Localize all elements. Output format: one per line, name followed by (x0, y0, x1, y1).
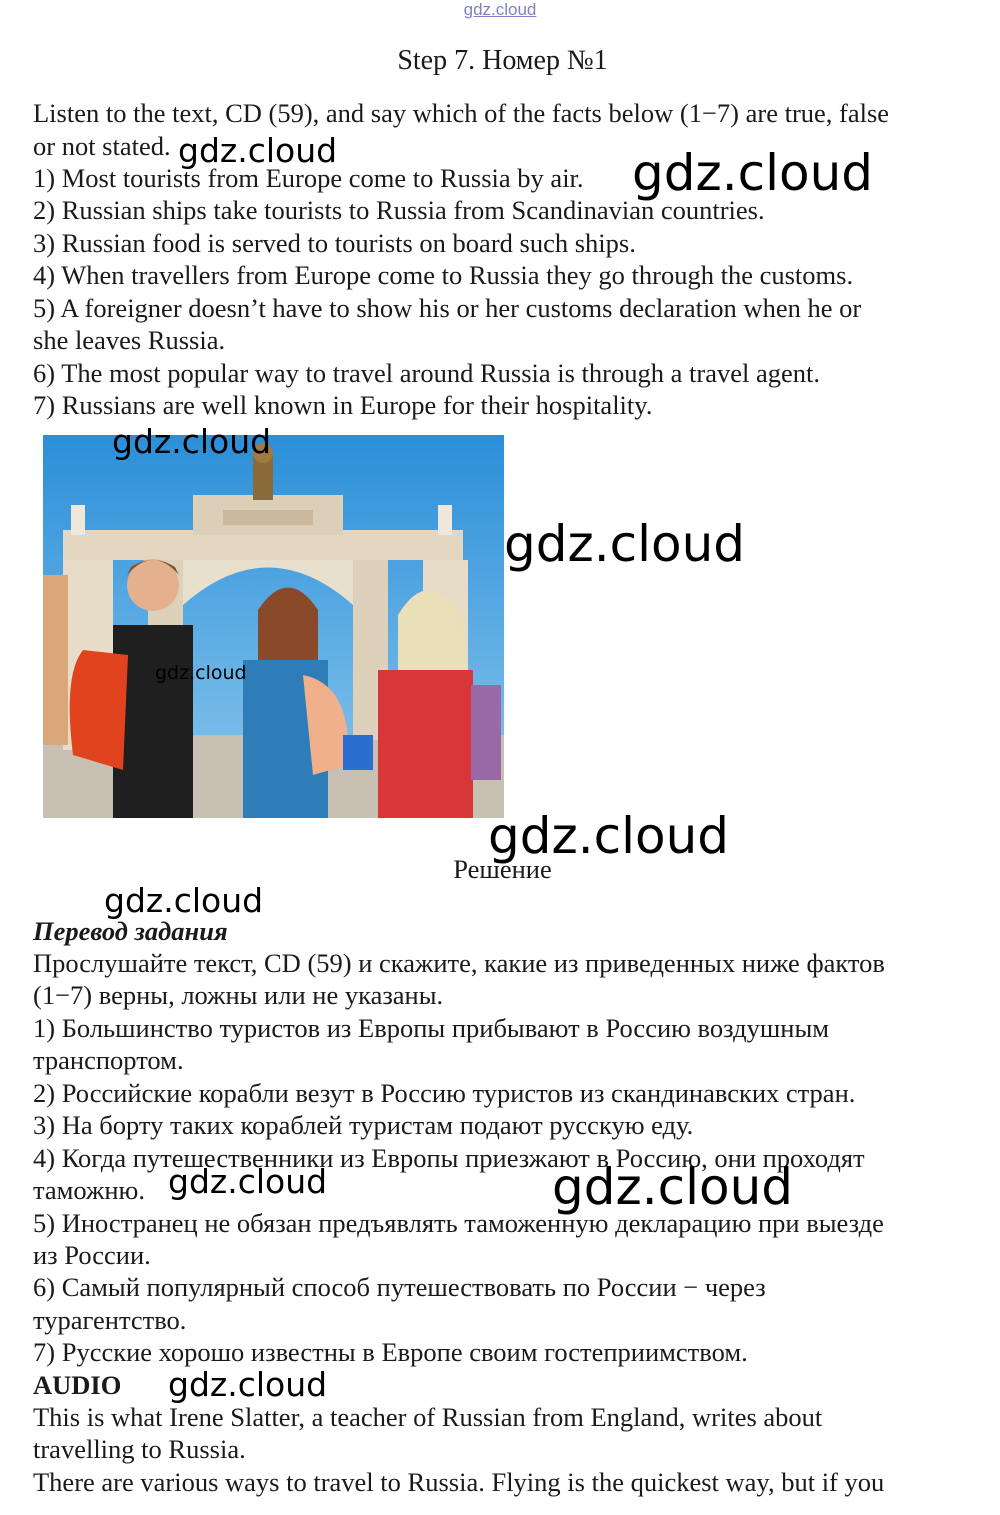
solution-label: Решение (453, 854, 552, 884)
translation-line: 6) Самый популярный способ путешествовать по России − через (33, 1272, 766, 1302)
task-item: 2) Russian ships take tourists to Russia from Scandinavian countries. (33, 195, 765, 225)
watermark-text: gdz.cloud (112, 422, 272, 461)
translation-line: турагентство. (33, 1305, 187, 1335)
task-item: 3) Russian food is served to tourists on board such ships. (33, 228, 636, 258)
audio-line: travelling to Russia. (33, 1434, 246, 1464)
translation-line: 5) Иностранец не обязан предъявлять таможенную декларацию при выезде (33, 1208, 884, 1238)
translation-line: 2) Российские корабли везут в Россию туристов из скандинавских стран. (33, 1078, 856, 1108)
task-item: 1) Most tourists from Europe come to Russia by air. (33, 163, 584, 193)
task-item: 5) A foreigner doesn’t have to show his or her customs declaration when he or (33, 293, 862, 323)
audio-heading: AUDIO (33, 1370, 122, 1400)
task-item: 6) The most popular way to travel around Russia is through a travel agent. (33, 358, 820, 388)
task-item: 7) Russians are well known in Europe for their hospitality. (33, 390, 653, 420)
translation-line: 4) Когда путешественники из Европы приезжают в Россию, они проходят (33, 1143, 865, 1173)
watermark-text: gdz.cloud (168, 1365, 328, 1404)
task-item: 4) When travellers from Europe come to Russia they go through the customs. (33, 260, 854, 290)
watermark-text: gdz.cloud (552, 1158, 794, 1216)
task-intro-line-1: Listen to the text, CD (59), and say which of the facts below (1−7) are true, false (33, 98, 890, 128)
translation-heading: Перевод задания (33, 916, 228, 946)
translation-line: таможню. (33, 1175, 145, 1205)
watermark-text: gdz.cloud (504, 515, 746, 573)
translation-line: Прослушайте текст, CD (59) и скажите, какие из приведенных ниже фактов (33, 948, 885, 978)
tourists-photo (43, 435, 504, 818)
page-title: Step 7. Номер №1 (397, 45, 608, 76)
translation-line: 1) Большинство туристов из Европы прибывают в Россию воздушным (33, 1013, 830, 1043)
top-watermark: gdz.cloud (463, 0, 537, 19)
watermark-text: gdz.cloud (168, 1162, 328, 1201)
watermark-text: gdz.cloud (632, 144, 874, 202)
translation-line: транспортом. (33, 1045, 184, 1075)
translation-line: 7) Русские хорошо известны в Европе своим гостеприимством. (33, 1337, 748, 1367)
watermark-text: gdz.cloud (488, 807, 730, 865)
watermark-text: gdz.cloud (178, 131, 338, 170)
task-intro-line-2: or not stated. (33, 131, 171, 161)
translation-line: из России. (33, 1240, 151, 1270)
task-item: she leaves Russia. (33, 325, 226, 355)
translation-line: 3) На борту таких кораблей туристам подают русскую еду. (33, 1110, 694, 1140)
translation-line: (1−7) верны, ложны или не указаны. (33, 980, 444, 1010)
watermark-text: gdz.cloud (104, 881, 264, 920)
audio-line: There are various ways to travel to Russia. Flying is the quickest way, but if you (33, 1467, 885, 1497)
audio-line: This is what Irene Slatter, a teacher of Russian from England, writes about (33, 1402, 823, 1432)
watermark-text: gdz.cloud (155, 662, 247, 684)
